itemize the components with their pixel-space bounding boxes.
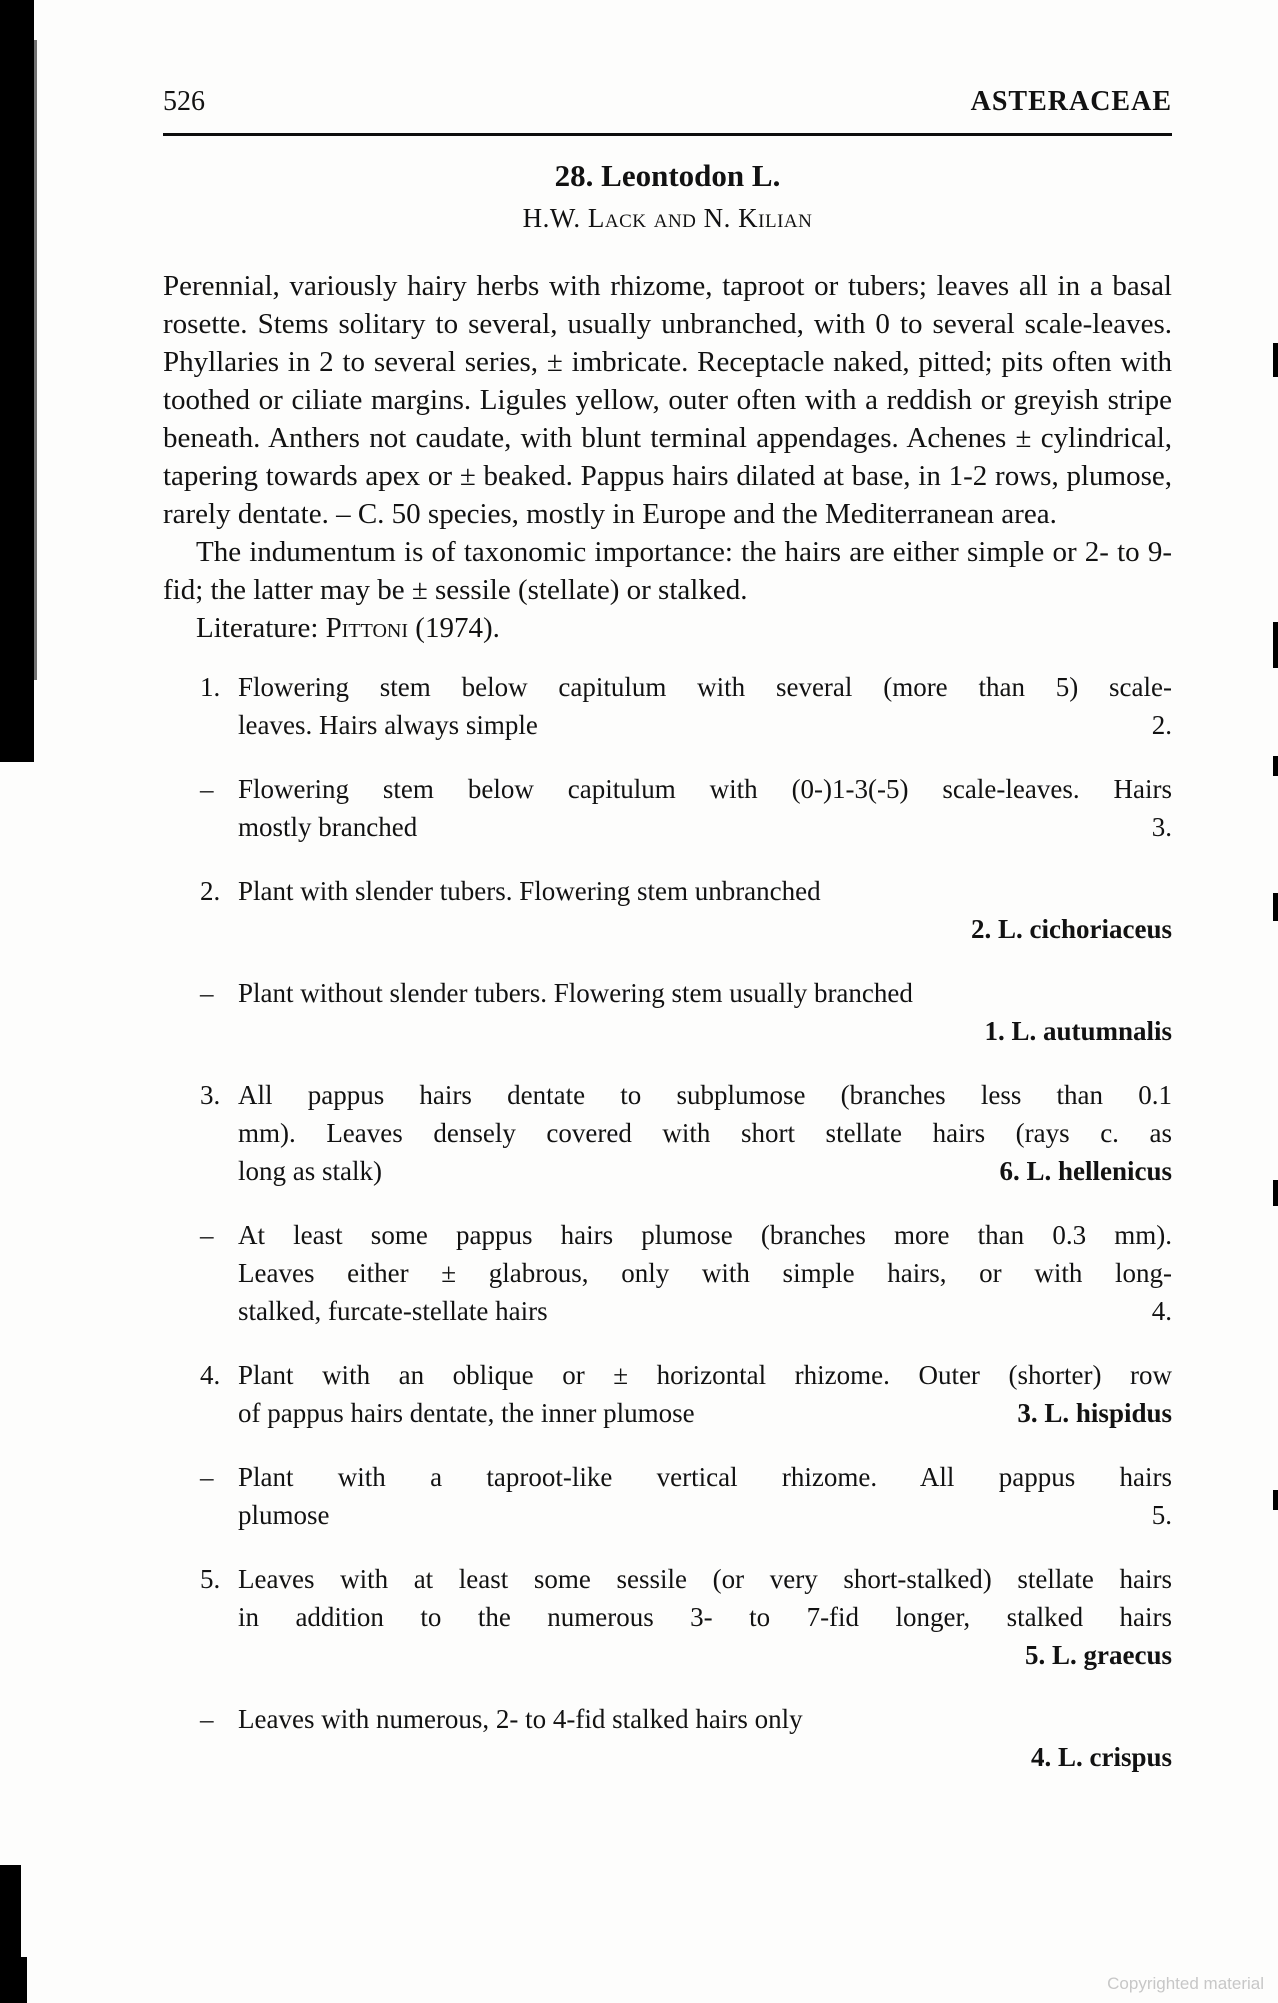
key-line-text: Plant with an oblique or ± horizontal rhizome. Outer (shorter) row — [238, 1360, 1172, 1390]
key-lines — [238, 1458, 1172, 1534]
key-lead: 2. — [200, 876, 221, 906]
key-lines — [238, 1356, 1172, 1432]
key-line — [238, 1292, 1172, 1330]
key-lines — [238, 668, 1172, 744]
scan-artifact-edge-tick — [1273, 1180, 1278, 1206]
key-lines — [238, 872, 1172, 948]
key-result-species: 6. L. hellenicus — [999, 1156, 1172, 1186]
key-line-text: mostly branched — [238, 812, 418, 842]
key-couplet — [200, 1700, 1172, 1776]
key-line — [238, 1458, 1172, 1496]
key-line — [238, 1496, 1172, 1534]
key-line — [238, 1636, 1172, 1674]
key-lead: – — [200, 978, 214, 1008]
header-rule — [163, 133, 1172, 136]
key-lines — [238, 1700, 1172, 1776]
genus-heading: 28. Leontodon L. — [554, 158, 781, 193]
key-lead: – — [200, 774, 214, 804]
key-lines — [238, 974, 1172, 1050]
key-line-text: At least some pappus hairs plumose (branches more than 0.3 mm). — [238, 1220, 1172, 1250]
key-line — [238, 872, 1172, 910]
key-line — [238, 1560, 1172, 1598]
key-couplet — [200, 974, 1172, 1050]
key-line — [238, 1254, 1172, 1292]
key-lead: 3. — [200, 1080, 221, 1110]
key-line-text: Flowering stem below capitulum with (0-)1-3(-5) scale-leaves. Hairs — [238, 774, 1172, 804]
identification-key — [163, 668, 1172, 1776]
key-result-number: 4. — [1151, 1296, 1172, 1326]
key-line — [238, 706, 1172, 744]
key-line — [238, 1738, 1172, 1776]
key-result-number: 2. — [1151, 710, 1172, 740]
key-result-species: 4. L. crispus — [1030, 1742, 1172, 1772]
description-paragraphs — [163, 267, 1172, 647]
key-line — [238, 910, 1172, 948]
paragraph — [163, 533, 1172, 609]
key-result-number: 5. — [1151, 1500, 1172, 1530]
key-line-text: plumose — [238, 1500, 330, 1530]
key-couplet — [200, 668, 1172, 744]
paragraph-text: (1974). — [408, 612, 500, 644]
key-line — [238, 1700, 1172, 1738]
key-line-text: Flowering stem below capitulum with several (more than 5) scale- — [238, 672, 1172, 702]
key-line-text: Leaves with numerous, 2- to 4-fid stalked hairs only — [238, 1704, 803, 1734]
page-number: 526 — [163, 86, 205, 117]
key-couplet — [200, 770, 1172, 846]
key-line — [238, 1114, 1172, 1152]
key-lead: – — [200, 1704, 214, 1734]
key-couplet — [200, 1356, 1172, 1432]
key-lead: – — [200, 1462, 214, 1492]
authors-byline: H.W. Lack and N. Kilian — [522, 203, 813, 233]
scan-artifact-edge-tick — [1273, 343, 1278, 377]
key-lines — [238, 770, 1172, 846]
page-content — [163, 86, 1172, 1776]
key-line — [238, 974, 1172, 1012]
scan-artifact-edge-tick — [1273, 756, 1278, 776]
key-result-species: 5. L. graecus — [1025, 1640, 1172, 1670]
copyright-watermark: Copyrighted material — [1107, 1974, 1264, 1993]
key-line — [238, 1012, 1172, 1050]
key-lead: 1. — [200, 672, 221, 702]
key-couplet — [200, 1560, 1172, 1674]
key-lines — [238, 1076, 1172, 1190]
key-line-text: mm). Leaves densely covered with short stellate hairs (rays c. as — [238, 1118, 1172, 1148]
paragraph — [163, 609, 1172, 647]
key-lead: 4. — [200, 1360, 221, 1390]
key-result-species: 2. L. cichoriaceus — [971, 914, 1172, 944]
key-line-text: stalked, furcate-stellate hairs — [238, 1296, 548, 1326]
paragraph — [163, 267, 1172, 533]
key-line-text: Plant with a taproot-like vertical rhizome. All pappus hairs — [238, 1462, 1172, 1492]
scan-artifact-left-bar-bottom — [0, 1865, 21, 2003]
scan-artifact-edge-tick — [1273, 1490, 1278, 1510]
key-line-text: All pappus hairs dentate to subplumose (branches less than 0.1 — [238, 1080, 1172, 1110]
scan-artifact-left-bar — [0, 0, 34, 762]
scan-artifact-edge-tick — [1273, 893, 1278, 921]
key-line — [238, 1216, 1172, 1254]
running-header — [163, 86, 1172, 118]
key-line-text: in addition to the numerous 3- to 7-fid longer, stalked hairs — [238, 1602, 1172, 1632]
key-line — [238, 1356, 1172, 1394]
key-couplet — [200, 1216, 1172, 1330]
key-line — [238, 1598, 1172, 1636]
scan-artifact-edge-tick — [1273, 622, 1278, 668]
key-lead: 5. — [200, 1564, 221, 1594]
paragraph-text: The indumentum is of taxonomic importance: the hairs are either simple or 2- to 9-fid; the latter may be ± sessile (stellate) or stalked. — [163, 536, 1172, 606]
key-line-text: leaves. Hairs always simple — [238, 710, 538, 740]
key-lines — [238, 1560, 1172, 1674]
key-line — [238, 668, 1172, 706]
paragraph-text: Perennial, variously hairy herbs with rhizome, taproot or tubers; leaves all in a basal rosette. Stems solitary to several, usually unbranched, with 0 to several scale-leaves. Phyllaries in 2 to several series, ± imbricate. Receptacle naked, pitted; pits often with toothed or ciliate margins. Ligules yellow, outer often with a reddish or greyish stripe beneath. Anthers not caudate, with blunt terminal appendages. Achenes ± cylindrical, tapering towards apex or ± beaked. Pappus hairs dilated at base, in 1-2 rows, plumose, rarely dentate. – C. 50 species, mostly in Europe and the Mediterranean area. — [163, 270, 1172, 530]
key-couplet — [200, 872, 1172, 948]
key-line — [238, 808, 1172, 846]
key-line-text: Plant without slender tubers. Flowering stem usually branched — [238, 978, 913, 1008]
key-line — [238, 1076, 1172, 1114]
key-lead: – — [200, 1220, 214, 1250]
key-line-text: Leaves with at least some sessile (or very short-stalked) stellate hairs — [238, 1564, 1172, 1594]
key-result-species: 1. L. autumnalis — [984, 1016, 1172, 1046]
key-line — [238, 770, 1172, 808]
key-line-text: Leaves either ± glabrous, only with simple hairs, or with long- — [238, 1258, 1172, 1288]
smallcaps-citation: Pittoni — [325, 612, 409, 644]
key-result-number: 3. — [1151, 812, 1172, 842]
key-line-text: Plant with slender tubers. Flowering stem unbranched — [238, 876, 821, 906]
paragraph-text: Literature: — [196, 612, 326, 644]
key-line-text: of pappus hairs dentate, the inner plumose — [238, 1398, 695, 1428]
key-line — [238, 1394, 1172, 1432]
key-line — [238, 1152, 1172, 1190]
key-result-species: 3. L. hispidus — [1017, 1398, 1172, 1428]
key-couplet — [200, 1458, 1172, 1534]
family-name: ASTERACEAE — [970, 86, 1172, 117]
key-lines — [238, 1216, 1172, 1330]
key-line-text: long as stalk) — [238, 1156, 382, 1186]
key-couplet — [200, 1076, 1172, 1190]
